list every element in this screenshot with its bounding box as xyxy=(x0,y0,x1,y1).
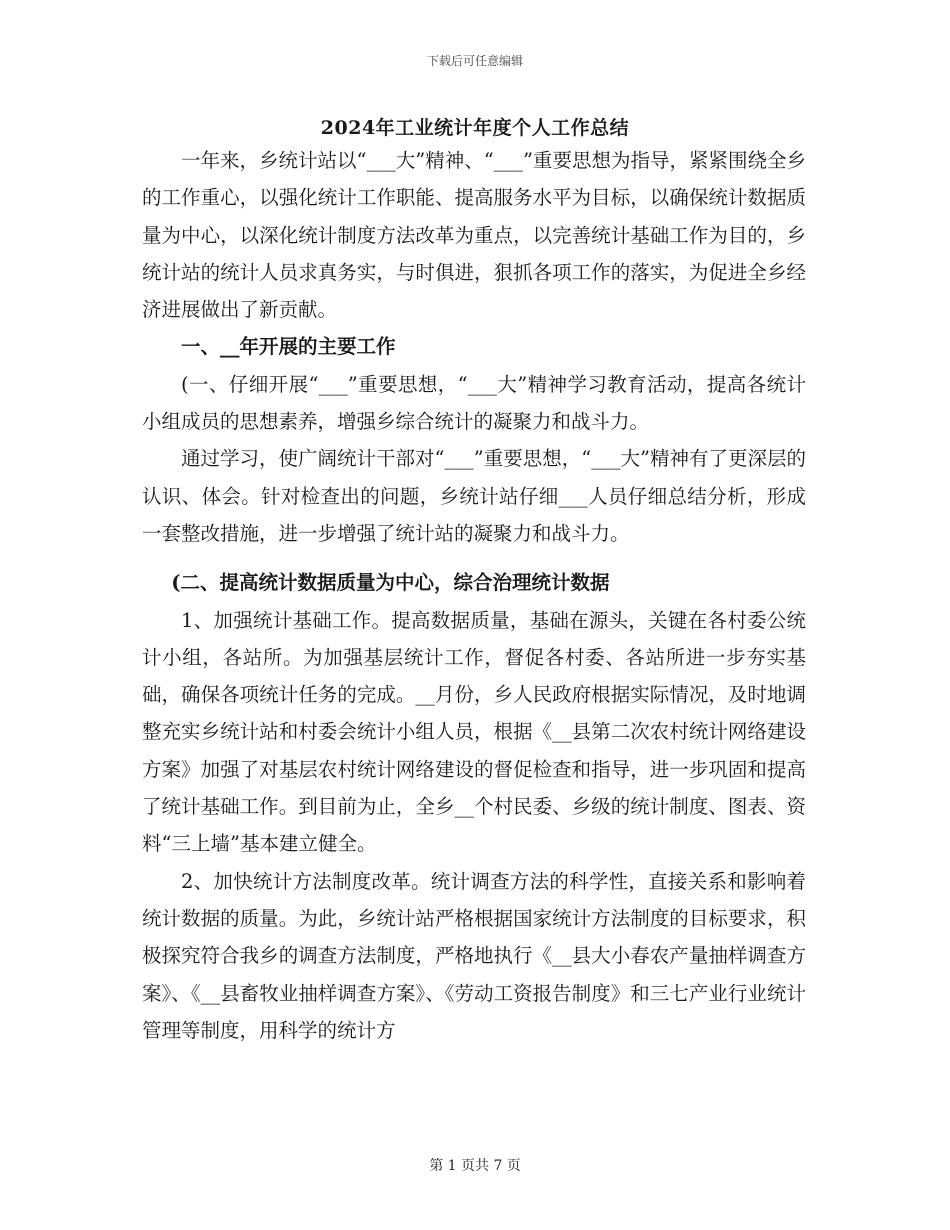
subsection-one-heading: (一、仔细开展“___”重要思想，“___大”精神学习教育活动，提高各统计小组成员的思想素养，增强乡综合统计的凝聚力和战斗力。 xyxy=(142,372,806,434)
page-header: 下载后可任意编辑 xyxy=(426,54,523,68)
section-heading-main-work: 一、__年开展的主要工作 xyxy=(181,335,396,359)
subsection-one-body: 通过学习，使广阔统计干部对“___”重要思想，“___大”精神有了更深层的认识、体会。针对检查出的问题，乡统计站仔细___人员仔细总结分析，形成一套整改措施，进一步增强了统计站的凝聚力和战斗力。 xyxy=(142,447,806,545)
item-one-paragraph: 1、加强统计基础工作。提高数据质量，基础在源头，关键在各村委公统计小组，各站所。为加强基层统计工作，督促各村委、各站所进一步夯实基础，确保各项统计任务的完成。__月份，乡人民政府根据实际情况，及时地调整充实乡统计站和村委会统计小组人员，根据《__县第二次农村统计网络建设方案》加强了对基层农村统计网络建设的督促检查和指导，进一步巩固和提高了统计基础工作。到目前为止，全乡__个村民委、乡级的统计制度、图表、资料“三上墙”基本建立健全。 xyxy=(142,608,806,856)
page-number-footer: 第 1 页共 7 页 xyxy=(429,1158,521,1174)
subsection-two-heading: (二、提高统计数据质量为中心，综合治理统计数据 xyxy=(171,571,610,595)
document-title: 2024年工业统计年度个人工作总结 xyxy=(320,117,630,139)
intro-paragraph: 一年来，乡统计站以“___大”精神、“___”重要思想为指导，紧紧围绕全乡的工作重心，以强化统计工作职能、提高服务水平为目标，以确保统计数据质量为中心，以深化统计制度方法改革为重点，以完善统计基础工作为目的，乡统计站的统计人员求真务实，与时俱进，狠抓各项工作的落实，为促进全乡经济进展做出了新贡献。 xyxy=(142,149,806,322)
item-two-paragraph: 2、加快统计方法制度改革。统计调查方法的科学性，直接关系和影响着统计数据的质量。为此，乡统计站严格根据国家统计方法制度的目标要求，积极探究符合我乡的调查方法制度，严格地执行《__县大小春农产量抽样调查方案》、《__县畜牧业抽样调查方案》、《劳动工资报告制度》和三七产业行业统计管理等制度，用科学的统计方 xyxy=(142,869,806,1042)
document-body xyxy=(142,142,806,1049)
